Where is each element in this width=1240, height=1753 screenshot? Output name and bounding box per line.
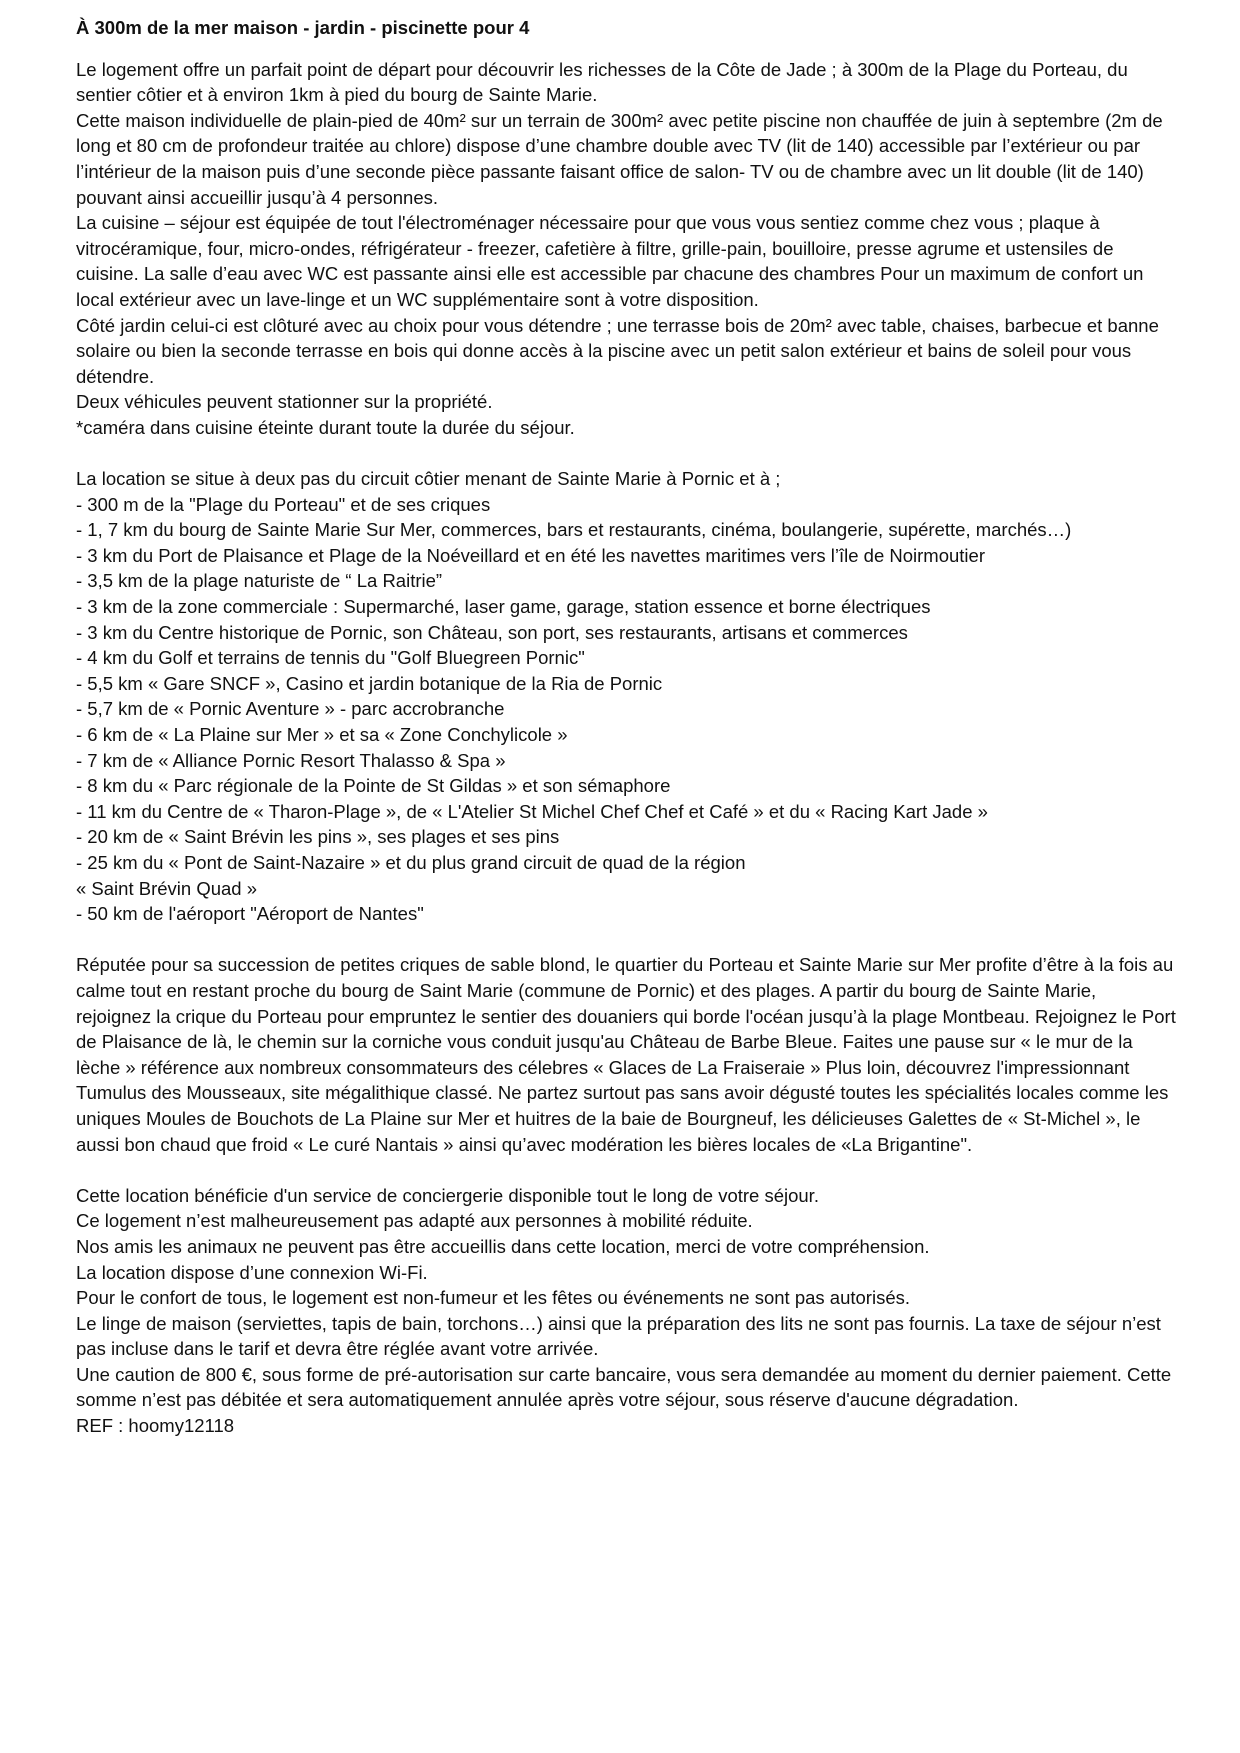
area-description: Réputée pour sa succession de petites criques de sable blond, le quartier du Porteau et Sainte Marie sur Mer profite d’être à la fois au calme tout en restant proche du bourg de Saint Marie (commune de Pornic) et des plages. A partir du bourg de Sainte Marie, rejoignez la crique du Porteau pour empruntez le sentier des douaniers qui borde l'océan jusqu’à la plage Montbeau. Rejoignez le Port de Plaisance de là, le chemin sur la corniche vous conduit jusqu'au Château de Barbe Bleue. Faites une pause sur « le mur de la lèche » référence aux nombreux consommateurs des célebres « Glaces de La Fraiseraie » Plus loin, découvrez l'impressionnant Tumulus des Mousseaux, site mégalithique classé. Ne partez surtout pas sans avoir dégusté toutes les spécialités locales comme les uniques Moules de Bouchots de La Plaine sur Mer et huitres de la baie de Bourgneuf, les délicieuses Galettes de « St-Michel », le aussi bon chaud que froid « Le curé Nantais » ainsi qu’avec modération les bières locales de «La Brigantine". [76,954,1176,1155]
distance-item: - 5,7 km de « Pornic Aventure » - parc accrobranche [76,698,505,720]
intro-paragraph: Deux véhicules peuvent stationner sur la propriété. [76,391,493,413]
distance-item: - 11 km du Centre de « Tharon-Plage », de « L'Atelier St Michel Chef Chef et Café » et du « Racing Kart Jade » [76,800,988,822]
distance-item: - 20 km de « Saint Brévin les pins », ses plages et ses pins [76,826,560,848]
intro-paragraph: La cuisine – séjour est équipée de tout l'électroménager nécessaire pour que vous vous sentiez comme chez vous ; plaque à vitrocéramique, four, micro-ondes, réfrigérateur - freezer, cafetière à filtre, grille-pain, bouilloire, presse agrume et ustensiles de cuisine. La salle d’eau avec WC est passante ainsi elle est accessible par chacune des chambres Pour un maximum de confort un local extérieur avec un lave-linge et un WC supplémentaire sont à votre disposition. [76,212,1144,310]
location-intro: La location se situe à deux pas du circuit côtier menant de Sainte Marie à Pornic et à ; [76,468,781,490]
condition-line: Ce logement n’est malheureusement pas adapté aux personnes à mobilité réduite. [76,1210,753,1232]
distance-item: - 3 km du Centre historique de Pornic, son Château, son port, ses restaurants, artisans et commerces [76,621,908,643]
distance-item: « Saint Brévin Quad » [76,877,257,899]
condition-line: Cette location bénéficie d'un service de conciergerie disponible tout le long de votre séjour. [76,1184,819,1206]
condition-line: La location dispose d’une connexion Wi-Fi. [76,1261,428,1283]
area-section [76,952,1176,1157]
intro-paragraph: *caméra dans cuisine éteinte durant toute la durée du séjour. [76,416,575,438]
distance-item: - 3 km du Port de Plaisance et Plage de la Noéveillard et en été les navettes maritimes vers l’île de Noirmoutier [76,544,985,566]
condition-line: Pour le confort de tous, le logement est non-fumeur et les fêtes ou événements ne sont pas autorisés. [76,1287,911,1309]
intro-section [76,57,1176,441]
distance-item: - 6 km de « La Plaine sur Mer » et sa « Zone Conchylicole » [76,724,568,746]
distance-item: - 1, 7 km du bourg de Sainte Marie Sur Mer, commerces, bars et restaurants, cinéma, boulangerie, supérette, marchés…) [76,519,1072,541]
condition-line: Nos amis les animaux ne peuvent pas être accueillis dans cette location, merci de votre compréhension. [76,1235,930,1257]
document-title: À 300m de la mer maison - jardin - piscinette pour 4 [76,17,530,38]
intro-paragraph: Côté jardin celui-ci est clôturé avec au choix pour vous détendre ; une terrasse bois de 20m² avec table, chaises, barbecue et banne solaire ou bien la seconde terrasse en bois qui donne accès à la piscine avec un petit salon extérieur et bains de soleil pour vous détendre. [76,314,1159,387]
spacer [76,927,1176,953]
distance-item: - 4 km du Golf et terrains de tennis du "Golf Bluegreen Pornic" [76,647,585,669]
conditions-section [76,1183,1176,1439]
intro-paragraph: Le logement offre un parfait point de départ pour découvrir les richesses de la Côte de Jade ; à 300m de la Plage du Porteau, du sentier côtier et à environ 1km à pied du bourg de Sainte Marie. [76,58,1128,106]
distance-item: - 7 km de « Alliance Pornic Resort Thalasso & Spa » [76,749,506,771]
distance-item: - 3,5 km de la plage naturiste de “ La Raitrie” [76,570,443,592]
distance-item: - 25 km du « Pont de Saint-Nazaire » et du plus grand circuit de quad de la région [76,852,746,873]
intro-paragraph: Cette maison individuelle de plain-pied de 40m² sur un terrain de 300m² avec petite piscine non chauffée de juin à septembre (2m de long et 80 cm de profondeur traitée au chlore) dispose d’une chambre double avec TV (lit de 140) accessible par l’extérieur ou par l’intérieur de la maison puis d’une seconde pièce passante faisant office de salon- TV ou de chambre avec un lit double (lit de 140) pouvant ainsi accueillir jusqu’à 4 personnes. [76,109,1163,208]
document-page [76,15,1176,1439]
condition-line: Une caution de 800 €, sous forme de pré-autorisation sur carte bancaire, vous sera demandée au moment du dernier paiement. Cette somme n’est pas débitée et sera automatiquement annulée après votre séjour, sous réserve d'aucune dégradation. [76,1363,1172,1411]
distance-item: - 3 km de la zone commerciale : Supermarché, laser game, garage, station essence et borne électriques [76,596,931,618]
distance-item: - 50 km de l'aéroport "Aéroport de Nantes" [76,903,424,925]
distances-section [76,466,1176,927]
spacer [76,1157,1176,1183]
spacer [76,441,1176,467]
reference-code: REF : hoomy12118 [76,1415,235,1437]
distance-item: - 300 m de la "Plage du Porteau" et de ses criques [76,493,491,515]
distance-item: - 8 km du « Parc régionale de la Pointe de St Gildas » et son sémaphore [76,775,671,797]
distance-item: - 5,5 km « Gare SNCF », Casino et jardin botanique de la Ria de Pornic [76,672,663,694]
condition-line: Le linge de maison (serviettes, tapis de bain, torchons…) ainsi que la préparation des lits ne sont pas fournis. La taxe de séjour n’est pas incluse dans le tarif et devra être réglée avant votre arrivée. [76,1312,1161,1360]
